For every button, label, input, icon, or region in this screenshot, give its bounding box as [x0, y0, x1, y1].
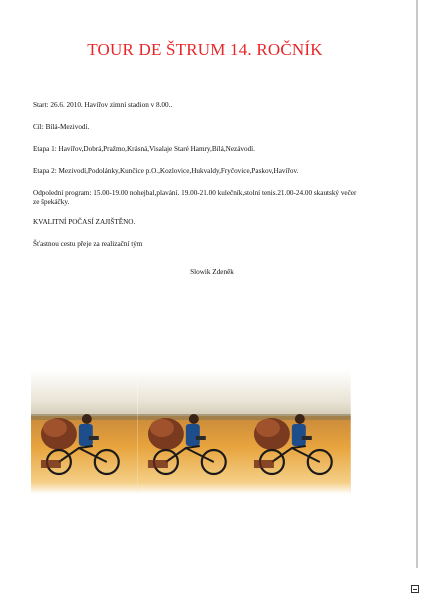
- signature: Slowik Zdeněk: [190, 268, 234, 276]
- afternoon-program-line: Odpolední program: 15.00-19.00 nohejbal,plavání. 19.00-21.00 kulečník,stolní tenis.21.00-24.00 skautský večer ze špekáčky.: [33, 189, 357, 206]
- page-title: TOUR DE ŠTRUM 14. ROČNÍK: [87, 40, 323, 59]
- cyclist-photo-1: [31, 370, 138, 494]
- weather-line: KVALITNÍ POČASÍ ZAJIŠTĚNO.: [33, 218, 136, 226]
- cyclist-photo-2: [138, 370, 245, 494]
- stage-2-line: Etapa 2: Mezivodí,Podolánky,Kunčice p.O.,Kozlovice,Hukvaldy,Fryčovice,Paskov,Havířov.: [33, 167, 299, 175]
- start-line: Start: 26.6. 2010. Havířov zimní stadion v 8.00..: [33, 101, 173, 109]
- cyclist-photo-3: [244, 370, 351, 494]
- document-body: [33, 101, 363, 262]
- finish-line: Cíl: Bílá-Mezivodí.: [33, 123, 90, 131]
- greeting-line: Šťastnou cestu přeje za realizační tým: [33, 240, 143, 248]
- minimize-icon[interactable]: [411, 585, 419, 593]
- stage-1-line: Etapa 1: Havířov,Dobrá,Pražmo,Krásná,Visalaje Staré Hamry,Bílá,Nezávodí.: [33, 145, 255, 153]
- photo-strip: [31, 370, 351, 494]
- page-edge-border: [416, 0, 418, 568]
